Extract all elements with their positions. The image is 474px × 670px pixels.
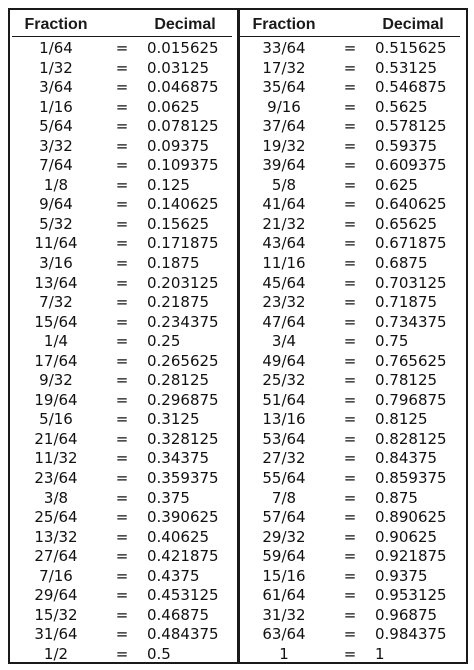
decimal-cell: 0.078125 <box>147 117 219 136</box>
fraction-cell: 9/32 <box>39 371 73 390</box>
left-half <box>12 14 232 663</box>
equals-sign: = <box>343 508 357 527</box>
table-row <box>12 116 232 136</box>
equals-sign: = <box>343 175 357 194</box>
left-header <box>12 14 232 37</box>
fraction-cell: 55/64 <box>262 469 306 488</box>
equals-sign: = <box>343 97 357 116</box>
fraction-cell: 45/64 <box>262 273 306 292</box>
table-row <box>240 585 460 605</box>
equals-sign: = <box>115 78 129 97</box>
fraction-cell: 3/64 <box>39 78 73 97</box>
equals-sign: = <box>343 586 357 605</box>
equals-sign: = <box>343 644 357 663</box>
decimal-cell: 0.359375 <box>147 469 219 488</box>
decimal-cell: 0.03125 <box>147 58 210 77</box>
fraction-cell: 3/4 <box>271 332 297 351</box>
table-row <box>12 429 232 449</box>
decimal-cell: 1 <box>375 644 385 663</box>
table-row <box>12 214 232 234</box>
decimal-cell: 0.296875 <box>147 390 219 409</box>
decimal-header: Decimal <box>382 16 444 33</box>
table-row <box>240 58 460 78</box>
decimal-cell: 0.703125 <box>375 273 447 292</box>
fraction-cell: 15/32 <box>34 605 78 624</box>
decimal-cell: 0.140625 <box>147 195 219 214</box>
left-rows <box>12 38 232 664</box>
equals-sign: = <box>115 332 129 351</box>
equals-sign: = <box>343 410 357 429</box>
table-row <box>240 38 460 58</box>
fraction-cell: 23/64 <box>34 469 78 488</box>
equals-sign: = <box>115 58 129 77</box>
fraction-cell: 3/32 <box>39 136 73 155</box>
decimal-cell: 0.953125 <box>375 586 447 605</box>
equals-sign: = <box>115 429 129 448</box>
equals-sign: = <box>343 625 357 644</box>
fraction-cell: 13/64 <box>34 273 78 292</box>
table-row <box>240 312 460 332</box>
equals-sign: = <box>115 449 129 468</box>
decimal-cell: 0.84375 <box>375 449 438 468</box>
fraction-cell: 35/64 <box>262 78 306 97</box>
table-row <box>240 527 460 547</box>
equals-sign: = <box>343 234 357 253</box>
table-row <box>240 233 460 253</box>
equals-sign: = <box>115 586 129 605</box>
table-row <box>240 370 460 390</box>
table-row <box>240 429 460 449</box>
table-row <box>240 605 460 625</box>
table-row <box>12 644 232 664</box>
equals-sign: = <box>343 78 357 97</box>
table-row <box>240 566 460 586</box>
decimal-cell: 0.734375 <box>375 312 447 331</box>
equals-sign: = <box>115 234 129 253</box>
fraction-cell: 43/64 <box>262 234 306 253</box>
fraction-cell: 29/64 <box>34 586 78 605</box>
table-row <box>240 409 460 429</box>
decimal-cell: 0.15625 <box>147 214 210 233</box>
equals-sign: = <box>115 527 129 546</box>
fraction-cell: 11/16 <box>262 254 306 273</box>
table-row <box>12 194 232 214</box>
decimal-cell: 0.8125 <box>375 410 428 429</box>
equals-sign: = <box>343 117 357 136</box>
table-row <box>12 253 232 273</box>
equals-sign: = <box>343 527 357 546</box>
decimal-cell: 0.015625 <box>147 39 219 57</box>
table-row <box>240 214 460 234</box>
decimal-cell: 0.484375 <box>147 625 219 644</box>
table-row <box>240 116 460 136</box>
decimal-cell: 0.640625 <box>375 195 447 214</box>
equals-sign: = <box>343 332 357 351</box>
table-row <box>12 566 232 586</box>
decimal-cell: 0.234375 <box>147 312 219 331</box>
decimal-cell: 0.828125 <box>375 429 447 448</box>
equals-sign: = <box>343 469 357 488</box>
fraction-cell: 5/16 <box>39 410 73 429</box>
fraction-cell: 9/16 <box>267 97 301 116</box>
fraction-cell: 7/64 <box>39 156 73 175</box>
table-row <box>12 77 232 97</box>
table-row <box>240 351 460 371</box>
equals-sign: = <box>115 39 129 57</box>
table-row <box>12 233 232 253</box>
decimal-cell: 0.0625 <box>147 97 200 116</box>
table-row <box>240 468 460 488</box>
equals-sign: = <box>115 156 129 175</box>
equals-sign: = <box>343 273 357 292</box>
fraction-cell: 33/64 <box>262 39 306 57</box>
fraction-header: Fraction <box>252 16 316 33</box>
fraction-cell: 25/64 <box>34 508 78 527</box>
decimal-cell: 0.96875 <box>375 605 438 624</box>
fraction-cell: 37/64 <box>262 117 306 136</box>
equals-sign: = <box>115 136 129 155</box>
fraction-cell: 5/64 <box>39 117 73 136</box>
table-row <box>240 331 460 351</box>
fraction-cell: 3/16 <box>39 254 73 273</box>
table-row <box>240 390 460 410</box>
fraction-cell: 15/64 <box>34 312 78 331</box>
fraction-cell: 7/8 <box>271 488 297 507</box>
table-row <box>12 38 232 58</box>
fraction-cell: 1/32 <box>39 58 73 77</box>
equals-sign: = <box>343 449 357 468</box>
fraction-cell: 31/64 <box>34 625 78 644</box>
fraction-cell: 7/32 <box>39 293 73 312</box>
decimal-cell: 0.09375 <box>147 136 210 155</box>
fraction-cell: 9/64 <box>39 195 73 214</box>
decimal-cell: 0.609375 <box>375 156 447 175</box>
table-row <box>12 468 232 488</box>
table-row <box>12 273 232 293</box>
fraction-cell: 19/64 <box>34 390 78 409</box>
fraction-cell: 1/16 <box>39 97 73 116</box>
table-row <box>240 155 460 175</box>
decimal-cell: 0.125 <box>147 175 190 194</box>
decimal-cell: 0.625 <box>375 175 418 194</box>
table-row <box>240 292 460 312</box>
equals-sign: = <box>343 293 357 312</box>
conversion-table <box>8 8 468 664</box>
fraction-cell: 49/64 <box>262 351 306 370</box>
fraction-cell: 63/64 <box>262 625 306 644</box>
equals-sign: = <box>343 351 357 370</box>
equals-sign: = <box>115 508 129 527</box>
equals-sign: = <box>343 195 357 214</box>
equals-sign: = <box>343 371 357 390</box>
table-row <box>240 507 460 527</box>
decimal-cell: 0.421875 <box>147 547 219 566</box>
table-row <box>12 390 232 410</box>
decimal-cell: 0.3125 <box>147 410 200 429</box>
decimal-cell: 0.578125 <box>375 117 447 136</box>
decimal-cell: 0.46875 <box>147 605 210 624</box>
fraction-cell: 17/32 <box>262 58 306 77</box>
table-row <box>12 585 232 605</box>
table-row <box>240 273 460 293</box>
equals-sign: = <box>115 644 129 663</box>
fraction-cell: 47/64 <box>262 312 306 331</box>
decimal-cell: 0.328125 <box>147 429 219 448</box>
decimal-cell: 0.109375 <box>147 156 219 175</box>
equals-sign: = <box>115 488 129 507</box>
decimal-cell: 0.34375 <box>147 449 210 468</box>
fraction-cell: 21/32 <box>262 214 306 233</box>
table-row <box>12 370 232 390</box>
decimal-cell: 0.875 <box>375 488 418 507</box>
equals-sign: = <box>343 547 357 566</box>
table-row <box>12 175 232 195</box>
equals-sign: = <box>115 195 129 214</box>
fraction-cell: 53/64 <box>262 429 306 448</box>
table-row <box>12 507 232 527</box>
equals-sign: = <box>343 254 357 273</box>
decimal-cell: 0.1875 <box>147 254 200 273</box>
fraction-cell: 11/32 <box>34 449 78 468</box>
table-row <box>12 351 232 371</box>
decimal-cell: 0.28125 <box>147 371 210 390</box>
decimal-cell: 0.390625 <box>147 508 219 527</box>
decimal-cell: 0.9375 <box>375 566 428 585</box>
fraction-cell: 51/64 <box>262 390 306 409</box>
decimal-cell: 0.796875 <box>375 390 447 409</box>
equals-sign: = <box>343 136 357 155</box>
table-row <box>12 546 232 566</box>
fraction-cell: 17/64 <box>34 351 78 370</box>
table-row <box>240 253 460 273</box>
table-row <box>12 58 232 78</box>
decimal-cell: 0.203125 <box>147 273 219 292</box>
equals-sign: = <box>115 175 129 194</box>
equals-sign: = <box>343 39 357 57</box>
equals-sign: = <box>115 469 129 488</box>
fraction-cell: 1/64 <box>39 39 73 57</box>
equals-sign: = <box>115 273 129 292</box>
equals-sign: = <box>115 605 129 624</box>
equals-sign: = <box>115 390 129 409</box>
fraction-cell: 29/32 <box>262 527 306 546</box>
equals-sign: = <box>115 293 129 312</box>
table-row <box>12 312 232 332</box>
table-row <box>12 527 232 547</box>
equals-sign: = <box>115 566 129 585</box>
decimal-cell: 0.859375 <box>375 469 447 488</box>
fraction-cell: 15/16 <box>262 566 306 585</box>
decimal-header: Decimal <box>154 16 216 33</box>
decimal-cell: 0.71875 <box>375 293 438 312</box>
equals-sign: = <box>343 390 357 409</box>
decimal-cell: 0.59375 <box>375 136 438 155</box>
equals-sign: = <box>115 117 129 136</box>
equals-sign: = <box>115 214 129 233</box>
table-row <box>240 194 460 214</box>
fraction-cell: 27/32 <box>262 449 306 468</box>
equals-sign: = <box>115 97 129 116</box>
fraction-cell: 59/64 <box>262 547 306 566</box>
decimal-cell: 0.515625 <box>375 39 447 57</box>
table-row <box>12 448 232 468</box>
fraction-cell: 3/8 <box>43 488 69 507</box>
fraction-cell: 31/32 <box>262 605 306 624</box>
equals-sign: = <box>115 371 129 390</box>
decimal-cell: 0.25 <box>147 332 181 351</box>
decimal-cell: 0.046875 <box>147 78 219 97</box>
equals-sign: = <box>343 312 357 331</box>
fraction-cell: 13/16 <box>262 410 306 429</box>
fraction-cell: 1/4 <box>43 332 69 351</box>
equals-sign: = <box>343 566 357 585</box>
decimal-cell: 0.75 <box>375 332 409 351</box>
decimal-cell: 0.375 <box>147 488 190 507</box>
decimal-cell: 0.890625 <box>375 508 447 527</box>
equals-sign: = <box>343 429 357 448</box>
fraction-cell: 1/8 <box>43 175 69 194</box>
decimal-cell: 0.4375 <box>147 566 200 585</box>
fraction-cell: 19/32 <box>262 136 306 155</box>
decimal-cell: 0.6875 <box>375 254 428 273</box>
equals-sign: = <box>115 547 129 566</box>
table-row <box>12 488 232 508</box>
equals-sign: = <box>343 605 357 624</box>
table-row <box>12 605 232 625</box>
fraction-cell: 23/32 <box>262 293 306 312</box>
table-row <box>240 175 460 195</box>
decimal-cell: 0.171875 <box>147 234 219 253</box>
table-row <box>12 155 232 175</box>
fraction-cell: 7/16 <box>39 566 73 585</box>
fraction-cell: 1 <box>279 644 289 663</box>
equals-sign: = <box>115 410 129 429</box>
fraction-cell: 57/64 <box>262 508 306 527</box>
decimal-cell: 0.765625 <box>375 351 447 370</box>
table-row <box>12 331 232 351</box>
table-row <box>240 136 460 156</box>
decimal-cell: 0.90625 <box>375 527 438 546</box>
equals-sign: = <box>115 312 129 331</box>
table-row <box>12 136 232 156</box>
fraction-cell: 11/64 <box>34 234 78 253</box>
equals-sign: = <box>115 351 129 370</box>
table-row <box>12 292 232 312</box>
fraction-cell: 41/64 <box>262 195 306 214</box>
table-row <box>240 644 460 664</box>
decimal-cell: 0.546875 <box>375 78 447 97</box>
table-row <box>240 624 460 644</box>
decimal-cell: 0.5 <box>147 644 171 663</box>
equals-sign: = <box>343 214 357 233</box>
table-row <box>240 77 460 97</box>
right-header <box>240 14 460 37</box>
equals-sign: = <box>115 254 129 273</box>
fraction-cell: 39/64 <box>262 156 306 175</box>
equals-sign: = <box>343 156 357 175</box>
decimal-cell: 0.40625 <box>147 527 210 546</box>
table-row <box>12 97 232 117</box>
table-row <box>240 546 460 566</box>
table-row <box>12 624 232 644</box>
right-half <box>240 14 460 663</box>
decimal-cell: 0.53125 <box>375 58 438 77</box>
equals-sign: = <box>343 58 357 77</box>
decimal-cell: 0.78125 <box>375 371 438 390</box>
fraction-cell: 13/32 <box>34 527 78 546</box>
fraction-header: Fraction <box>24 16 88 33</box>
right-rows <box>240 38 460 664</box>
fraction-cell: 21/64 <box>34 429 78 448</box>
table-row <box>12 409 232 429</box>
decimal-cell: 0.671875 <box>375 234 447 253</box>
decimal-cell: 0.265625 <box>147 351 219 370</box>
fraction-cell: 25/32 <box>262 371 306 390</box>
fraction-cell: 27/64 <box>34 547 78 566</box>
decimal-cell: 0.921875 <box>375 547 447 566</box>
table-row <box>240 448 460 468</box>
decimal-cell: 0.5625 <box>375 97 428 116</box>
equals-sign: = <box>115 625 129 644</box>
fraction-cell: 61/64 <box>262 586 306 605</box>
table-row <box>240 97 460 117</box>
decimal-cell: 0.984375 <box>375 625 447 644</box>
decimal-cell: 0.65625 <box>375 214 438 233</box>
equals-sign: = <box>343 488 357 507</box>
decimal-cell: 0.453125 <box>147 586 219 605</box>
fraction-cell: 5/32 <box>39 214 73 233</box>
fraction-cell: 5/8 <box>271 175 297 194</box>
table-row <box>240 488 460 508</box>
fraction-cell: 1/2 <box>43 644 69 663</box>
decimal-cell: 0.21875 <box>147 293 210 312</box>
